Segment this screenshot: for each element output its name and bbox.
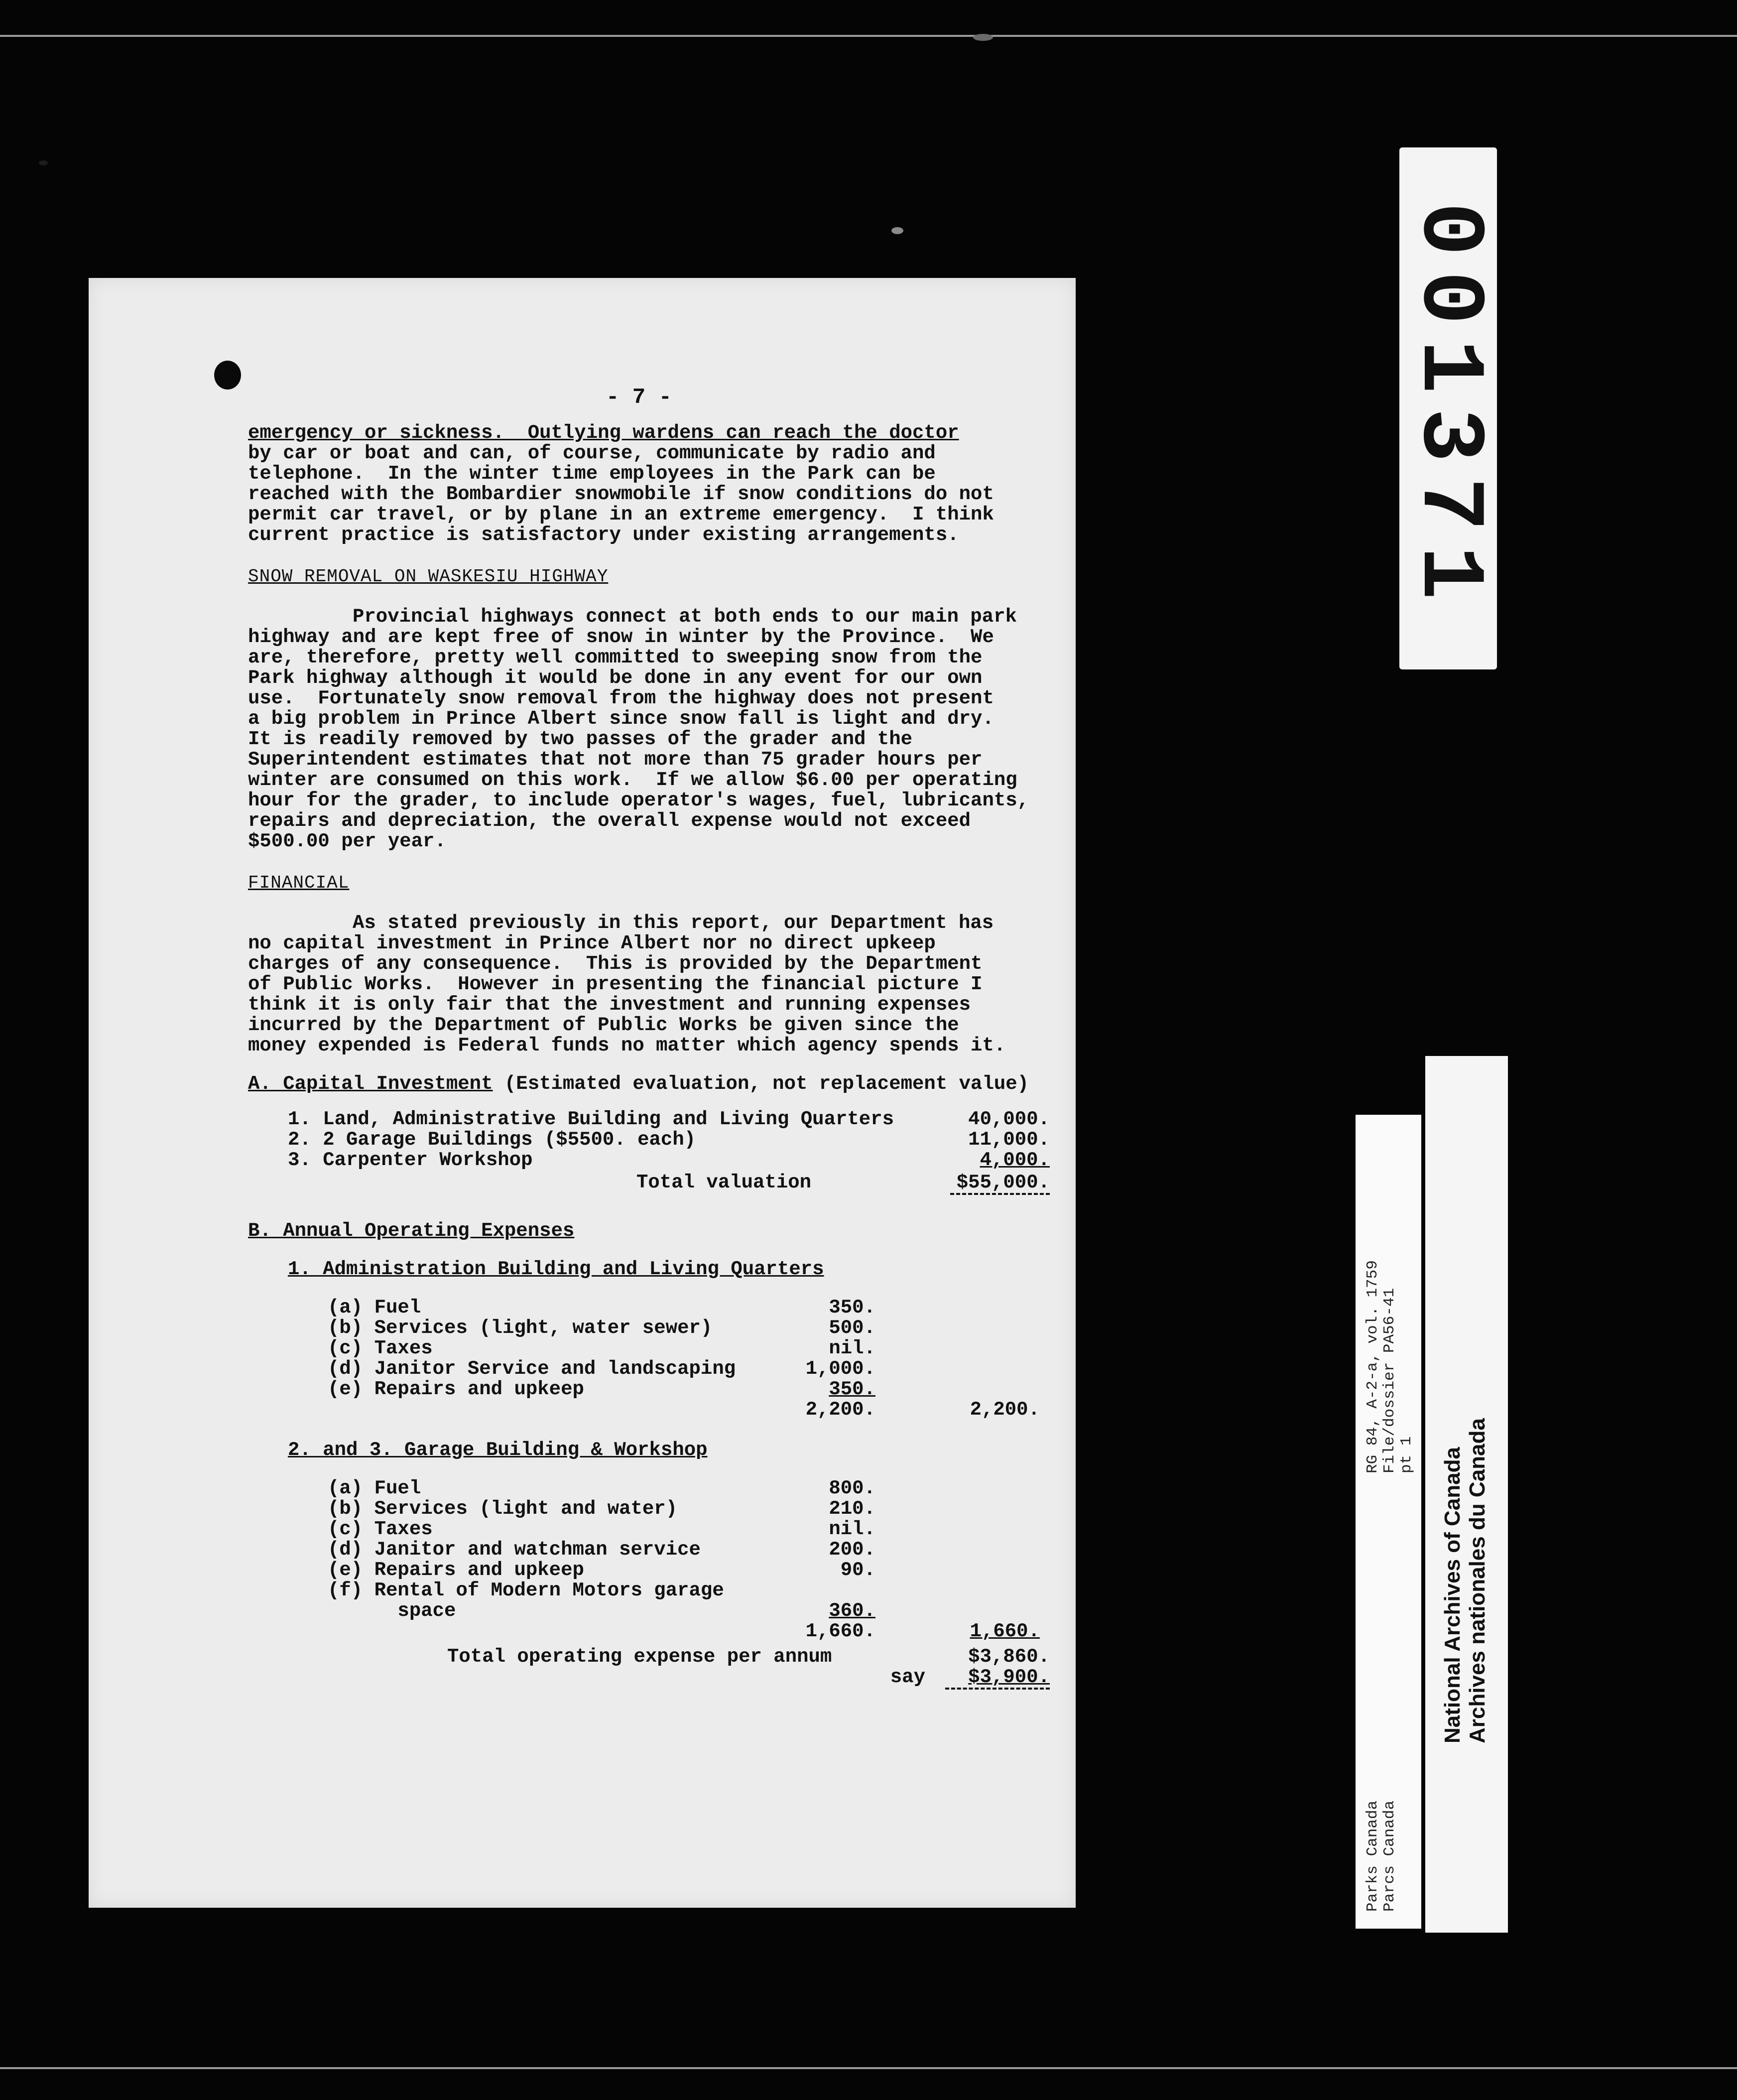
text-line: incurred by the Department of Public Works be given since the (248, 1014, 959, 1036)
film-speck (973, 34, 993, 41)
table-row (288, 1109, 1050, 1130)
film-frame-bottom-edge (0, 2067, 1737, 2069)
text-line: telephone. In the winter time employees in the Park can be (248, 463, 936, 485)
subtotal-row (328, 1400, 1050, 1420)
item-amount: 350. (829, 1378, 875, 1400)
item-label: (e) Repairs and upkeep (328, 1559, 584, 1581)
table-row (328, 1540, 1050, 1560)
carried-amount: 1,660. (970, 1620, 1040, 1642)
table-row (328, 1560, 1050, 1580)
operating-totals (248, 1647, 1050, 1690)
capital-investment-heading (248, 1074, 1090, 1094)
table-row (328, 1499, 1050, 1519)
total-label: Total valuation (636, 1172, 812, 1193)
item-label: 2. 2 Garage Buildings ($5500. each) (288, 1129, 696, 1151)
capital-heading-label: A. Capital Investment (248, 1073, 493, 1095)
nac-line: National Archives of Canada (1440, 1447, 1465, 1743)
ref-line: RG 84, A-2-a, vol. 1759 (1364, 1260, 1381, 1473)
table-row (328, 1601, 1050, 1621)
text-line: Superintendent estimates that not more than 75 grader hours per (248, 749, 983, 771)
total-row (248, 1647, 1050, 1667)
item-amount: 90. (840, 1559, 875, 1581)
item-label: (b) Services (light, water sewer) (328, 1317, 713, 1339)
text-line: Park highway although it would be done in any event for our own (248, 667, 983, 689)
text-line: a big problem in Prince Albert since snow fall is light and dry. (248, 708, 994, 730)
text-line: Provincial highways connect at both ends to our main park (353, 606, 1017, 628)
text-line: charges of any consequence. This is provided by the Department (248, 953, 983, 975)
subtotal-amount: 1,660. (805, 1620, 875, 1642)
archive-ref-text (1365, 1260, 1415, 1473)
admin-expenses-table (328, 1298, 1050, 1420)
item-amount: 1,000. (805, 1358, 875, 1380)
subtotal-row (328, 1621, 1050, 1642)
carried-amount: 2,200. (970, 1399, 1040, 1421)
film-number: 001371 (1397, 202, 1499, 615)
document-body (248, 385, 1090, 1690)
national-archives-label (1425, 1056, 1508, 1933)
text-line: no capital investment in Prince Albert nor no direct upkeep (248, 932, 936, 954)
text-line: current practice is satisfactory under existing arrangements. (248, 524, 959, 546)
parks-line: Parks Canada (1364, 1800, 1381, 1912)
punch-hole (214, 361, 241, 390)
text-line: As stated previously in this report, our Department has (353, 912, 994, 934)
text-line: by car or boat and can, of course, communicate by radio and (248, 442, 936, 464)
item-label: (d) Janitor and watchman service (328, 1539, 701, 1561)
table-row (328, 1318, 1050, 1338)
text-line: highway and are kept free of snow in winter by the Province. We (248, 626, 994, 648)
text-line: think it is only fair that the investment and running expenses (248, 994, 971, 1016)
archive-reference-label (1356, 1115, 1421, 1929)
item-amount: 800. (829, 1477, 875, 1499)
intro-paragraph (248, 423, 1090, 545)
table-row (328, 1359, 1050, 1379)
item-amount: 350. (829, 1297, 875, 1318)
total-label: Total operating expense per annum (447, 1646, 832, 1668)
item-amount: nil. (829, 1518, 875, 1540)
table-row (328, 1519, 1050, 1540)
item-label: (a) Fuel (328, 1297, 421, 1318)
item-label: (e) Repairs and upkeep (328, 1378, 584, 1400)
text-line: repairs and depreciation, the overall expense would not exceed (248, 810, 971, 832)
text-line-0: emergency or sickness. Outlying wardens can reach the doctor (248, 422, 959, 444)
text-line: hour for the grader, to include operator's wages, fuel, lubricants, (248, 789, 1029, 811)
text-line: permit car travel, or by plane in an extreme emergency. I think (248, 504, 994, 525)
item-amount: 500. (829, 1317, 875, 1339)
table-total-rule (288, 1193, 1050, 1195)
item-amount: 40,000. (968, 1108, 1050, 1130)
snow-paragraph (248, 607, 1090, 852)
garage-expenses-table (328, 1478, 1050, 1642)
item-amount: 360. (829, 1600, 875, 1622)
text-line: reached with the Bombardier snowmobile if snow conditions do not (248, 483, 994, 505)
garage-workshop-heading: 2. and 3. Garage Building & Workshop (288, 1439, 708, 1461)
item-label: (c) Taxes (328, 1518, 433, 1540)
text-line (248, 423, 1090, 443)
page-number: - 7 - (606, 385, 672, 410)
table-row (328, 1338, 1050, 1359)
item-amount: 210. (829, 1498, 875, 1520)
item-amount (776, 1580, 875, 1601)
text-line: use. Fortunately snow removal from the highway does not present (248, 687, 994, 709)
film-frame-top-edge (0, 35, 1737, 37)
parks-line: Parcs Canada (1381, 1800, 1398, 1912)
capital-investment-table (288, 1109, 1050, 1195)
ref-line: pt 1 (1398, 1436, 1415, 1473)
say-label: say (890, 1666, 925, 1688)
text-line: of Public Works. However in presenting the financial picture I (248, 973, 983, 995)
total-amount: $3,860. (968, 1646, 1050, 1668)
table-row (288, 1130, 1050, 1150)
document-page (89, 278, 1076, 1908)
table-row (328, 1298, 1050, 1318)
subtotal-amount: 2,200. (805, 1399, 875, 1421)
text-line: are, therefore, pretty well committed to sweeping snow from the (248, 647, 983, 668)
film-number-strip (1399, 147, 1497, 669)
item-amount: 11,000. (968, 1129, 1050, 1151)
text-line: money expended is Federal funds no matter which agency spends it. (248, 1035, 1006, 1056)
item-label: 3. Carpenter Workshop (288, 1149, 533, 1171)
item-amount: nil. (829, 1337, 875, 1359)
item-label: (f) Rental of Modern Motors garage (328, 1579, 724, 1601)
table-row (328, 1379, 1050, 1400)
item-label: space (328, 1600, 456, 1622)
ref-line: File/dossier PA56-41 (1381, 1288, 1398, 1473)
admin-building-heading: 1. Administration Building and Living Quarters (288, 1258, 824, 1280)
nac-line: Archives nationales du Canada (1465, 1418, 1489, 1743)
item-label: (c) Taxes (328, 1337, 433, 1359)
table-total-row (288, 1173, 1050, 1193)
text-line: winter are consumed on this work. If we allow $6.00 per operating (248, 769, 1017, 791)
item-amount: 200. (829, 1539, 875, 1561)
table-row (288, 1150, 1050, 1171)
film-speck (891, 227, 903, 234)
say-row (248, 1667, 1050, 1688)
item-label: (a) Fuel (328, 1477, 421, 1499)
say-amount: $3,900. (968, 1666, 1050, 1688)
nac-text (1440, 1418, 1490, 1743)
operating-expenses-heading: B. Annual Operating Expenses (248, 1220, 575, 1242)
financial-paragraph (248, 913, 1090, 1056)
parks-canada-text (1365, 1801, 1398, 1912)
film-speck (39, 160, 48, 165)
text-line: It is readily removed by two passes of the grader and the (248, 728, 913, 750)
item-label: (b) Services (light and water) (328, 1498, 678, 1520)
item-amount: 4,000. (980, 1149, 1050, 1171)
text-line: $500.00 per year. (248, 830, 446, 852)
section-heading-snow-removal: SNOW REMOVAL ON WASKESIU HIGHWAY (248, 566, 609, 587)
table-row (328, 1580, 1050, 1601)
item-label: 1. Land, Administrative Building and Living Quarters (288, 1108, 894, 1130)
say-rule (248, 1688, 1050, 1690)
total-amount: $55,000. (956, 1172, 1050, 1193)
item-label: (d) Janitor Service and landscaping (328, 1358, 736, 1380)
table-row (328, 1478, 1050, 1499)
capital-heading-note: (Estimated evaluation, not replacement value) (493, 1073, 1029, 1095)
section-heading-financial: FINANCIAL (248, 873, 350, 893)
